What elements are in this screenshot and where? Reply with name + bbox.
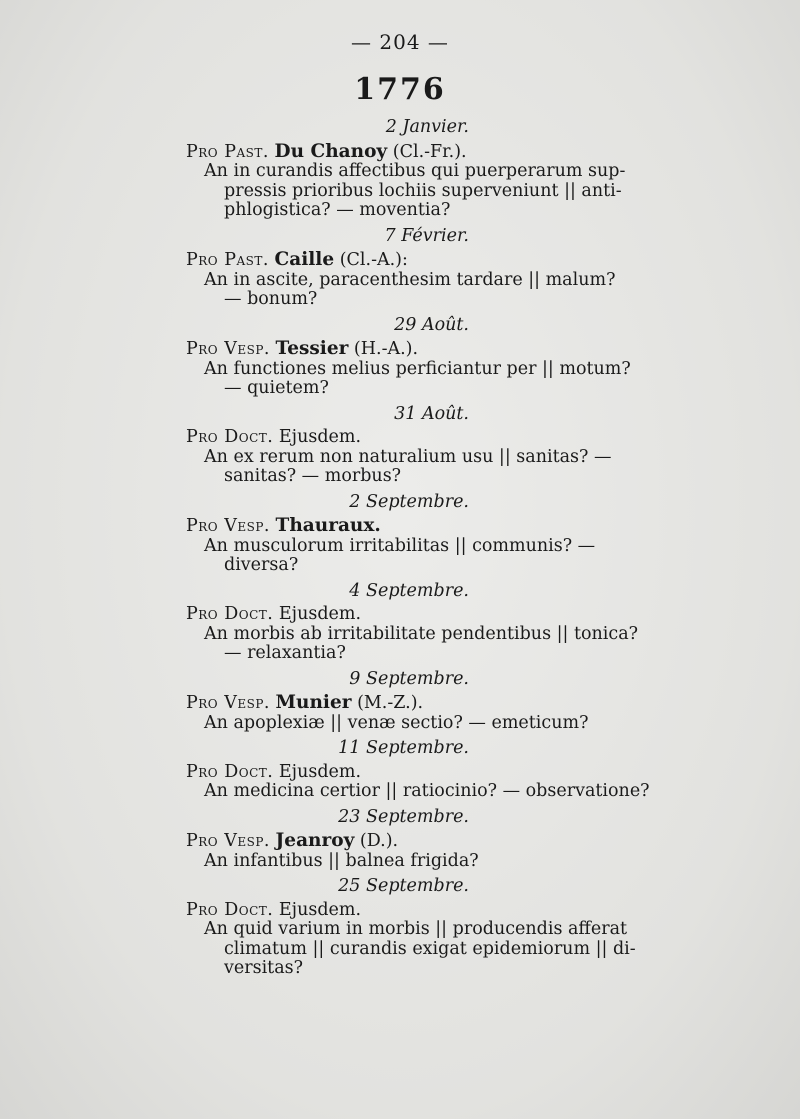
question-line: climatum || curandis exigat epidemiorum || di- [224,938,636,959]
question-line: phlogistica? — moventia? [224,200,451,220]
entry-initials: (H.-A.). [353,339,419,359]
entry-question [204,162,664,221]
entry-question [204,271,664,310]
thesis-entry [186,118,664,221]
question-line: An medicina certior || ratiocinio? — observatione? [204,781,650,801]
question-line: An in curandis affectibus qui puerperarum sup- [204,161,626,181]
question-line: An quid varium in morbis || producendis afferat [204,919,628,939]
entry-date: 25 Septembre. [338,876,469,896]
entry-role: Pro Vesp. [186,831,270,851]
entry-date: 9 Septembre. [349,668,469,689]
entry-question [204,537,664,576]
entry-initials: (Cl.-A.): [339,250,408,270]
thesis-entry [186,405,664,487]
entry-initials: (D.). [359,831,399,851]
thesis-entry [186,739,664,802]
thesis-entry [186,493,664,576]
thesis-entry [186,808,664,872]
question-line: pressis prioribus lochiis superveniunt || anti- [224,180,622,201]
thesis-entry [186,316,664,399]
entry-heading [186,901,664,921]
entry-question [204,852,664,872]
entry-heading [186,763,664,783]
entry-question [204,714,664,734]
entry-role: Pro Doct. [186,604,274,624]
question-line: An morbis ab irritabilitate pendentibus || tonica? [204,623,639,644]
entry-initials: (Cl.-Fr.). [392,141,467,162]
entry-role: Pro Doct. [186,427,274,447]
page-number: — 204 — [351,30,449,54]
entry-date: 11 Septembre. [338,738,469,758]
entry-heading [186,516,664,537]
question-line: — quietem? [224,378,329,398]
entry-date: 31 Août. [394,403,469,424]
question-line: — relaxantia? [224,643,346,663]
entry-heading [186,428,664,448]
thesis-entry [186,877,664,979]
entry-initials: Ejusdem. [278,604,362,624]
entry-heading [186,693,664,714]
entry-role: Pro Vesp. [186,339,270,359]
entry-name: Thauraux. [275,515,381,536]
question-line: An ex rerum non naturalium usu || sanitas? — [204,446,612,467]
entry-question [204,625,664,664]
entry-initials: Ejusdem. [278,899,362,920]
entry-question [204,920,664,979]
year-heading: 1776 [354,72,446,107]
entry-name: Du Chanoy [274,140,388,162]
entry-name: Caille [274,249,335,270]
entry-question [204,782,664,802]
question-line: — bonum? [224,289,318,309]
entry-date: 7 Février. [384,225,469,246]
entry-heading [186,142,664,163]
entry-role: Pro Vesp. [186,516,270,536]
entry-role: Pro Doct. [186,899,274,920]
thesis-list [186,118,664,979]
question-line: sanitas? — morbus? [224,466,402,486]
entry-question [204,360,664,399]
entry-heading [186,339,664,360]
entry-date: 2 Septembre. [349,491,469,512]
question-line: An musculorum irritabilitas || communis? — [204,535,596,556]
question-line: An functiones melius perficiantur per || motum? [204,358,631,379]
thesis-entry [186,582,664,664]
entry-name: Tessier [275,338,349,359]
entry-date: 23 Septembre. [338,806,469,827]
entry-date: 29 Août. [394,314,469,335]
entry-question [204,448,664,487]
entry-initials: (M.-Z.). [357,693,424,713]
entry-heading [186,250,664,271]
entry-role: Pro Past. [186,250,269,270]
entry-role: Pro Vesp. [186,693,270,713]
entry-date: 2 Janvier. [385,117,469,137]
entry-initials: Ejusdem. [278,761,362,782]
entry-heading [186,605,664,625]
entry-initials: Ejusdem. [278,427,362,447]
question-line: diversa? [224,555,299,575]
thesis-entry [186,670,664,734]
entry-name: Munier [275,692,352,713]
question-line: An infantibus || balnea frigida? [204,850,479,871]
entry-role: Pro Doct. [186,761,274,782]
entry-heading [186,831,664,852]
entry-name: Jeanroy [275,830,355,851]
thesis-entry [186,227,664,310]
question-line: versitas? [224,958,304,978]
question-line: An apoplexiæ || venæ sectio? — emeticum? [204,712,589,733]
entry-date: 4 Septembre. [349,580,469,601]
question-line: An in ascite, paracenthesim tardare || malum? [204,269,616,290]
entry-role: Pro Past. [186,141,269,162]
